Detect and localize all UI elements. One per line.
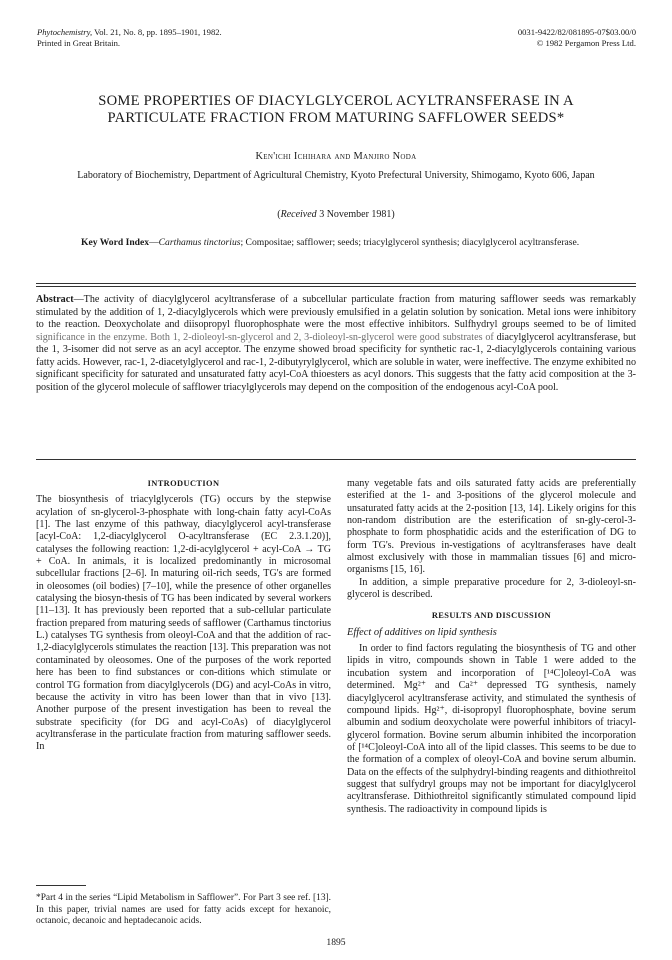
results-subheading: Effect of additives on lipid synthesis [347, 626, 497, 638]
abstract [36, 294, 636, 394]
left-column [36, 478, 331, 754]
received-suffix: ) [391, 209, 395, 220]
introduction-heading: INTRODUCTION [147, 479, 220, 488]
title-line-1: SOME PROPERTIES OF DIACYLGLYCEROL ACYLTRANSFERASE IN A [98, 93, 574, 109]
introduction-paragraph-1: The biosynthesis of triacylglycerols (TG) occurs by the stepwise acylation of sn-glycerol-3-phosphate with long-chain fatty acyl-CoAs [1]. The last enzyme of this pathway, diacylglycerol acyl-transferase [acyl-CoA: 1,2-diacylglycerol O-acyltransferase (EC 2.3.1.20)], catalyses the following reaction: 1,2-di-acylglycerol + acyl-CoA → TG + CoA. In animals, it is localized predominantly in microsomal subcellular fractions [2–6]. In maturing oil-rich seeds, TG's are formed in oleosomes (oil bodies) [7–10], while the presence of other organelles catalysing the biosyn-thesis of TG has been indicated by several workers [11–13]. It has previously been reported that a sub-cellular particulate fraction prepared from maturing seeds of safflower (Carthamus tinctorius L.) catalyses TG synthesis from oleoyl-CoA and that the addition of rac-1,2-diacylglycerols stimulates the reaction [13]. This preparation was not contaminated by oleosomes. One of the purposes of the work reported here has been to find substances or con-ditions which stimulate or control TG formation from diacylglycerols (DG) and acyl-CoAs in vitro, because the activity in vitro has been lower than that in vivo [13]. Another purpose of the present investigation has been to reveal the substrate specificity (for DG and acyl-CoAs) of diacylglycerol acyltransferase in the particulate fraction from maturing safflower seeds. In [36, 494, 331, 753]
abstract-faded-line: significance in the enzyme. Both 1, 2-dioleoyl-sn-glycerol and 2, 3-dioleoyl-sn-glycerol were good substrates of [36, 331, 494, 343]
printed-in: Printed in Great Britain. [37, 37, 121, 48]
abstract-bottom-rule [36, 459, 636, 460]
key-word-label: Key Word Index [81, 237, 150, 248]
abstract-top-rule-2 [36, 286, 636, 287]
abstract-label: Abstract [36, 294, 74, 305]
key-word-index: Key Word Index—Carthamus tinctorius; Compositae; safflower; seeds; triacylglycerol synthesis; diacylglycerol acyltransferase. [81, 237, 580, 248]
key-word-species: Carthamus tinctorius [158, 237, 241, 248]
journal-name: Phytochemistry, [37, 27, 93, 37]
journal-header-right [518, 27, 636, 48]
page-number: 1895 [326, 937, 346, 948]
results-heading: RESULTS AND DISCUSSION [431, 611, 552, 621]
journal-citation: Vol. 21, No. 8, pp. 1895–1901, 1982. [92, 27, 222, 37]
footnote: *Part 4 in the series “Lipid Metabolism in Safflower”. For Part 3 see ref. [13]. In this paper, trivial names are used for fatty acids except for hexanoic, octanoic, decanoic and heptadecanoic acids. [36, 893, 331, 927]
abstract-text-2: diacylglycerol acyltransferase, but the 1, 3-isomer did not serve as an acyl acceptor. The enzyme showed broad specificity for synthetic rac-1, 2-diacylglycerols containing various fatty acids. However, rac-1, 2-diacetylglycerol and rac-1, 2-dibutyrylglycerol, which are soluble in water, were ineffective. The enzyme exhibited no significant specificity for saturated and unsaturated fatty acyl-CoA thioesters as acyl donors. This suggests that the fatty acid composition at the 3-position of the glycerol molecule of safflower triacylglycerols may depend on the composition of the endogenous acyl-CoA pool. [36, 331, 636, 393]
received-prefix-paren: ( [277, 209, 281, 220]
section-gap [347, 601, 636, 610]
authors: Ken'ichi Ichihara and Manjiro Noda [255, 151, 417, 162]
abstract-text: —The activity of diacylglycerol acyltransferase of a subcellular particulate fraction from maturing safflower seeds was remarkably stimulated by the addition of 1, 2-diacylglycerols which were previously emulsified in a gelatin solution by sonication. Metal ions were inhibitory to the reaction. Deoxycholate and diisopropyl fluorophosphate were the most effective inhibitors. Sulfhydryl groups seemed to be of limited [36, 294, 636, 331]
footnote-rule [36, 885, 86, 886]
introduction-paragraph-3: In addition, a simple preparative procedure for 2, 3-dioleoyl-sn-glycerol is described. [347, 576, 636, 601]
abstract-top-rule [36, 283, 636, 284]
copyright-notice: © 1982 Pergamon Press Ltd. [536, 37, 636, 48]
introduction-paragraph-2: many vegetable fats and oils saturated fatty acids are preferentially esterified at the 1- and 3-positions of the glycerol molecule and unsaturated fatty acids at the 2-position [13, 14]. Likely origins for this non-random distribution are the esterification of sn-gly-cerol-3-phosphate to form phosphatidic acids and the esterification of DG to form TG's. Previous in-vestigations of acyltransferases have dealt almost exclusively with those in mammalian tissues [6] and micro-organisms [15, 16]. [347, 478, 636, 576]
article-title [36, 93, 636, 127]
journal-citation-line [37, 27, 222, 38]
received-date [36, 209, 636, 220]
key-word-list: ; Compositae; safflower; seeds; triacylglycerol synthesis; diacylglycerol acyltransferase. [240, 237, 580, 248]
received-date-value: 3 November 1981 [319, 209, 392, 220]
journal-header-left [37, 27, 222, 48]
right-column [347, 478, 636, 816]
received-label: Received [280, 209, 320, 220]
title-line-2: PARTICULATE FRACTION FROM MATURING SAFFLOWER SEEDS* [107, 110, 565, 126]
article-code: 0031-9422/82/081895-07$03.00/0 [517, 27, 636, 37]
affiliation: Laboratory of Biochemistry, Department of Agricultural Chemistry, Kyoto Prefectural University, Shimogamo, Kyoto 606, Japan [77, 170, 595, 181]
results-paragraph-1: In order to find factors regulating the biosynthesis of TG and other lipids in vitro, compounds shown in Table 1 were added to the incubation system and incorporation of [¹⁴C]oleoyl-CoA was determined. Mg²⁺ and Ca²⁺ depressed TG synthesis, namely diacylglycerol acyltransferase activity, and stimulated the synthesis of compound lipids. Hg²⁺, di-isopropyl fluorophosphate, bovine serum albumin and sodium deoxycholate were powerful inhibitors of triacyl-glycerol formation. Bovine serum albumin inhibited the incorporation of [¹⁴C]oleoyl-CoA into all of the lipid classes. This seems to be due to the formation of a complex of oleoyl-CoA and bovine serum albumin. Data on the effects of the sulphydryl-binding reagents and dithiothreitol suggest that sulfydryl groups may not be important for diacylglycerol acyltransferase. Dithiothreitol significantly stimulated compound lipid synthesis. The radioactivity in compound lipids is [347, 643, 636, 815]
